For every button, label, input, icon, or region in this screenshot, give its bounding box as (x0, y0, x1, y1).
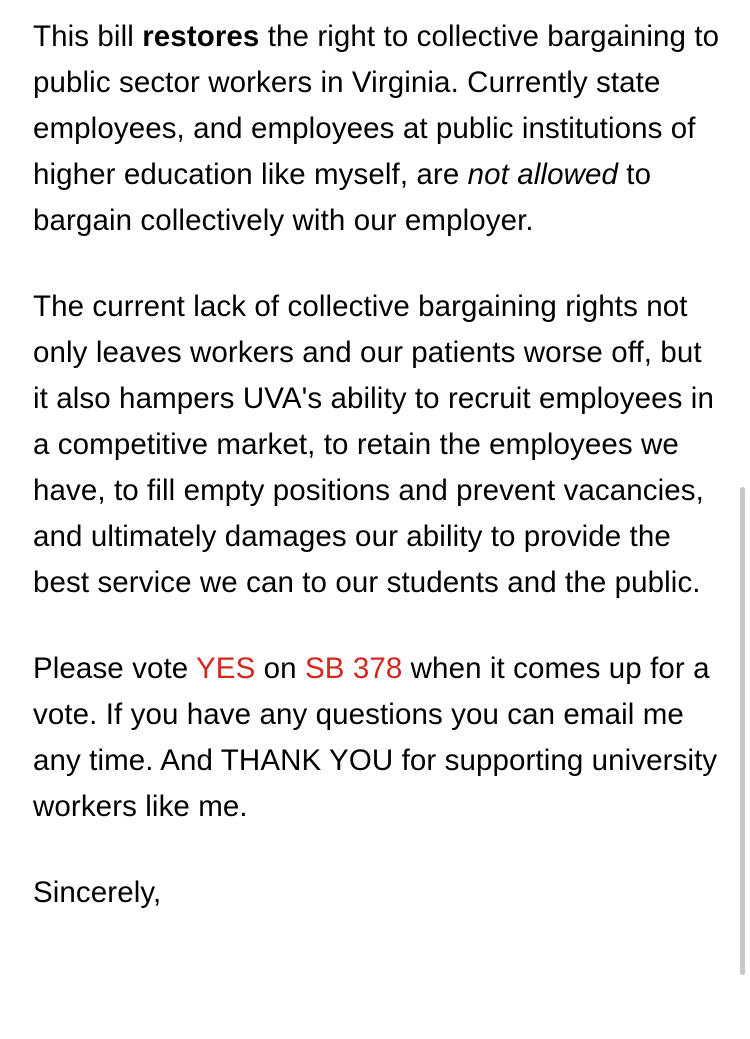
signoff: Sincerely, (33, 876, 162, 909)
paragraph3-text-start: Please vote (33, 652, 197, 685)
paragraph-bill-restores (33, 14, 723, 244)
yes-highlight: YES (196, 652, 256, 685)
paragraph3-text-end: when it comes up for a vote. If you have any questions you can email me any time. And THANK YOU for supporting university workers like me. (33, 652, 718, 823)
bold-restores: restores (142, 20, 260, 53)
paragraph1-text-end: to bargain collectively with our employer. (33, 158, 652, 237)
paragraph3-text-on: on (255, 652, 305, 685)
italic-not-allowed: not allowed (467, 158, 618, 191)
bill-number-highlight: SB 378 (304, 652, 403, 685)
paragraph1-text-middle: the right to collective bargaining to public sector workers in Virginia. Currently state employees, and employees at public institutions of higher education like myself, are (33, 20, 720, 191)
vertical-scrollbar[interactable] (740, 487, 745, 975)
paragraph-lack-of-rights: The current lack of collective bargaining rights not only leaves workers and our patients worse off, but it also hampers UVA's ability to recruit employees in a competitive market, to retain the employees we have, to fill empty positions and prevent vacancies, and ultimately damages our ability to provide the best service we can to our students and the public. (33, 290, 714, 599)
email-body (33, 14, 723, 916)
paragraph1-text-start: This bill (33, 20, 143, 53)
paragraph-vote-request (33, 646, 723, 830)
